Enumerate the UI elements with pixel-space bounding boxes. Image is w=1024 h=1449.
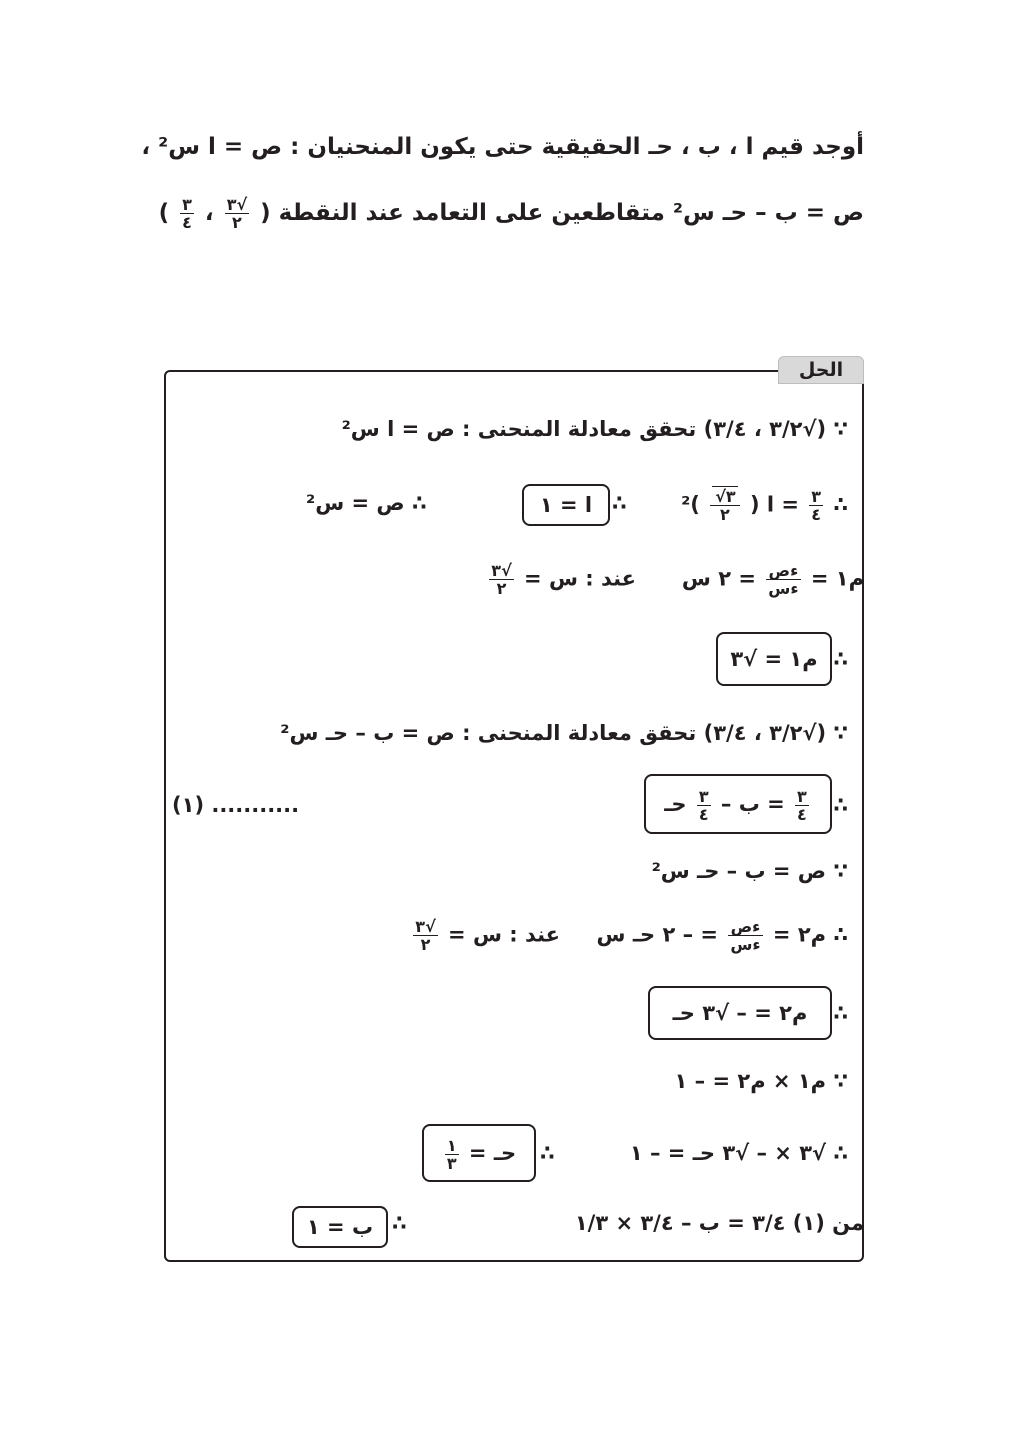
solution-tab: الحل xyxy=(778,356,864,384)
question-line-2: ص = ب – حـ س² متقاطعين على التعامد عند النقطة ( √٣ ٢ ، ٣ ٤ ) xyxy=(158,195,864,232)
step-8-at: عند : س = √٣ ٢ xyxy=(415,917,560,954)
step-7: ∵ ص = ب – حـ س² xyxy=(651,859,848,883)
step-11: ∴ √٣ × – √٣ حـ = – ١ xyxy=(629,1141,848,1165)
question-line-2-text: ص = ب – حـ س² متقاطعين على التعامد عند النقطة ( xyxy=(260,200,864,226)
equation-1-ref: (١) ........... xyxy=(172,793,300,817)
step-12-symbol: ∴ xyxy=(392,1211,407,1235)
equation-1-box: ٣ ٤ = ب – ٣ ٤ حـ xyxy=(644,774,832,834)
step-3-at: عند : س = √٣ ٢ xyxy=(491,561,636,598)
step-3: م١ = ءص ءس = ٢ س xyxy=(681,561,864,598)
step-2-lhs: ∴ ٣ ٤ = ا ( ٣ √ ٢ )² xyxy=(681,488,848,523)
step-5: ∵ (√٣/٢ ، ٣/٤) تحقق معادلة المنحنى : ص = ب – حـ س² xyxy=(280,721,848,745)
question-line-1: أوجد قيم ا ، ب ، حـ الحقيقية حتى يكون المنحنيان : ص = ا س² ، xyxy=(141,134,864,160)
step-8: ∴ م٢ = ءص ءس = – ٢ حـ س xyxy=(596,917,848,954)
result-c-box: حـ = ١ ٣ xyxy=(422,1124,536,1182)
step-6-symbol: ∴ xyxy=(833,793,848,817)
step-12: من (١) ٣/٤ = ب – ٣/٤ × ١/٣ xyxy=(574,1211,864,1235)
result-b-box: ب = ١ xyxy=(292,1206,388,1248)
step-9-symbol: ∴ xyxy=(833,1001,848,1025)
step-10: ∵ م١ × م٢ = – ١ xyxy=(674,1069,848,1093)
step-11-symbol: ∴ xyxy=(540,1141,555,1165)
result-a-box: ا = ١ xyxy=(522,484,610,526)
step-1: ∵ (√٣/٢ ، ٣/٤) تحقق معادلة المنحنى : ص = ا س² xyxy=(341,417,848,441)
result-m2-box: م٢ = – √٣ حـ xyxy=(648,986,832,1040)
point-y-fraction: ٣ ٤ xyxy=(182,195,192,232)
step-2-result: ∴ ص = س² xyxy=(306,491,427,515)
step-2-symbol: ∴ xyxy=(612,491,627,515)
result-m1-box: م١ = √٣ xyxy=(716,632,832,686)
step-4-symbol: ∴ xyxy=(833,647,848,671)
point-x-fraction: √٣ ٢ xyxy=(226,195,248,232)
